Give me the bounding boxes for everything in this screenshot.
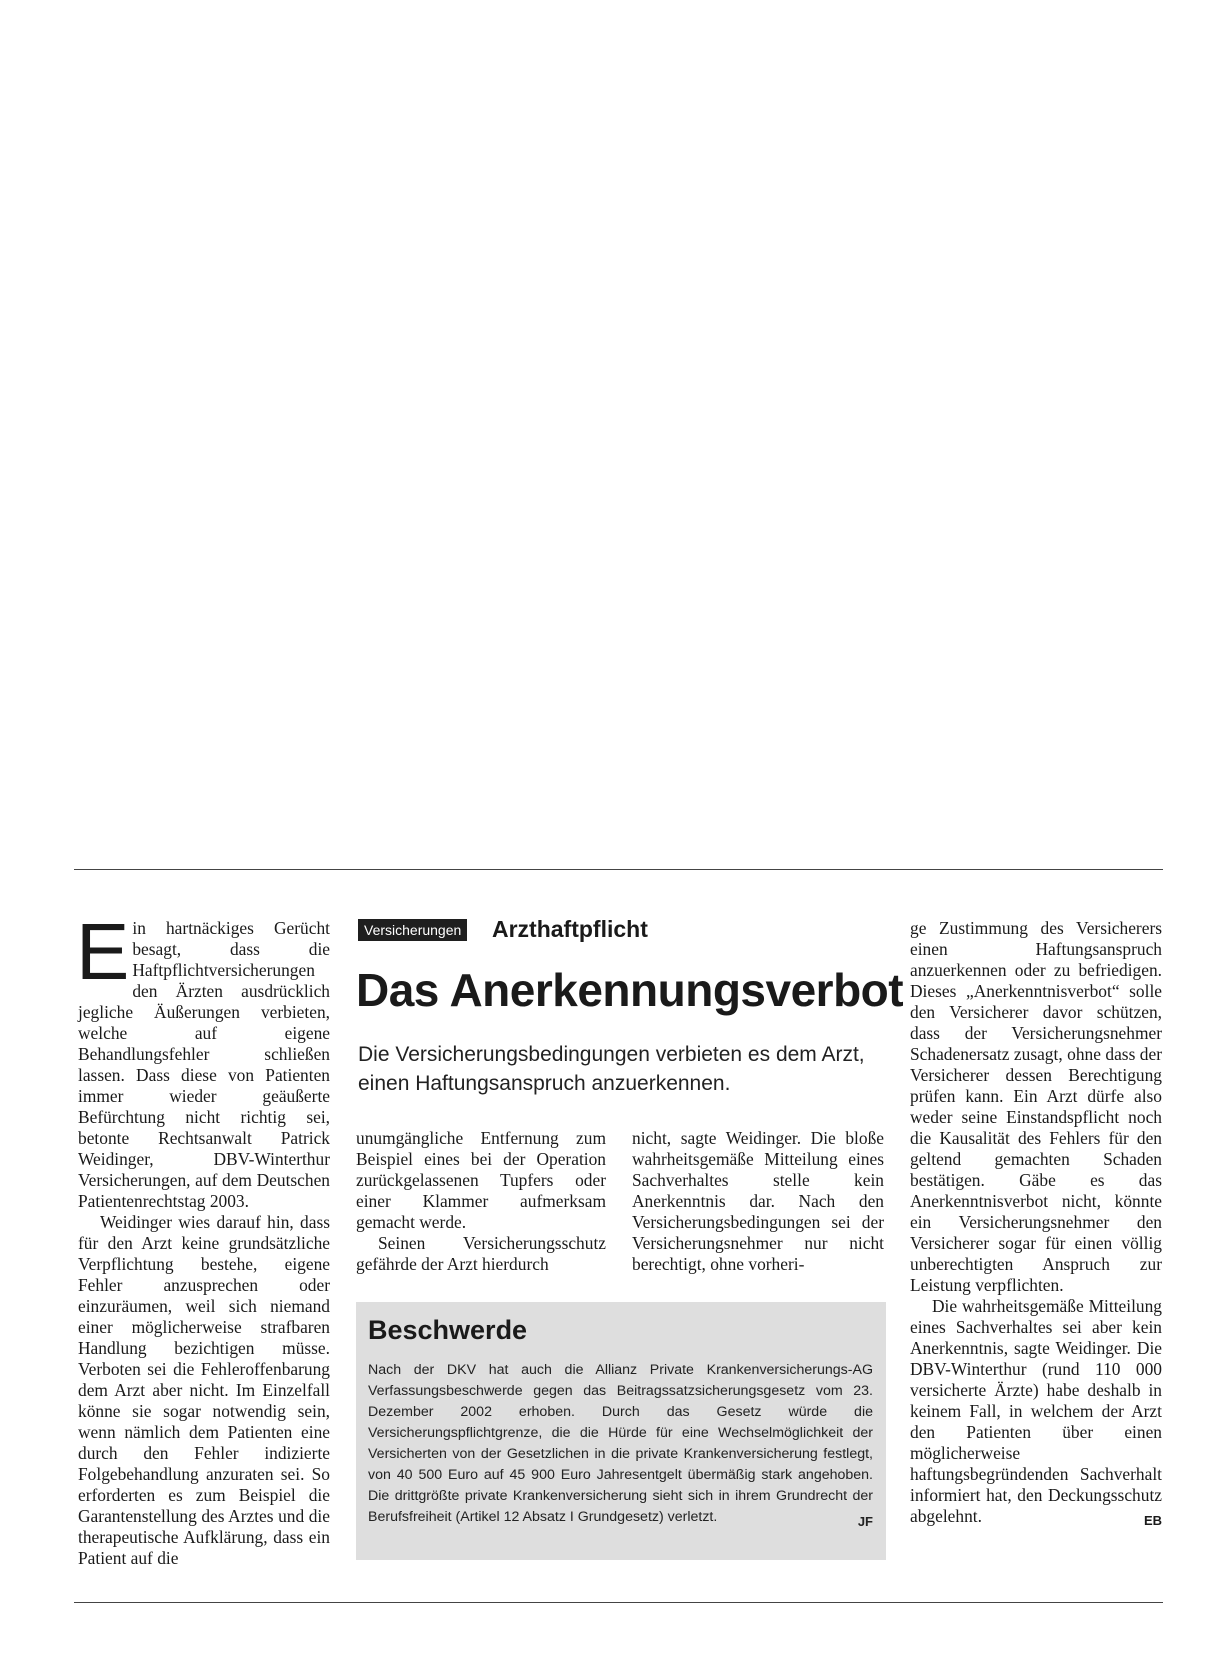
article-column-2 <box>356 1128 606 1275</box>
paragraph-text: Die wahrheitsgemäße Mitteilung eines Sachverhaltes sei aber kein Anerkenntnis, sagte Weidinger. Die DBV-Winterthur (rund 110 000 versicherte Ärzte) habe deshalb in keinem Fall, in welchem der Arzt den Patienten über einen möglicherweise haftungsbegründenden Sachverhalt informiert hat, den Deckungsschutz abgelehnt. <box>910 1296 1162 1526</box>
article-column-1 <box>76 907 330 1569</box>
article-paragraph: nicht, sagte Weidinger. Die bloße wahrheitsgemäße Mitteilung eines Sachverhaltes stelle kein Anerkenntnis dar. Nach den Versicherungsbedingungen sei der Versicherungsnehmer nur nicht berechtigt, ohne vorheri- <box>632 1128 884 1274</box>
section-title: Arzthaftpflicht <box>492 916 648 942</box>
article-column-4 <box>910 918 1162 1531</box>
article-paragraph: ge Zustimmung des Versicherers einen Haftungsanspruch anzuerkennen oder zu befriedigen. Dieses „Anerkenntnisverbot“ solle den Versicherer davor schützen, dass der Versicherungsnehmer Schadenersatz zusagt, ohne dass der Versicherer dessen Berechtigung prüfen kann. Ein Arzt dürfe also weder seine Einstandspflicht noch die Kausalität des Fehlers für den geltend gemachten Schaden bestätigen. Gäbe es das Anerkenntnisverbot nicht, könnte ein Versicherungsnehmer den Versicherer sogar für einen völlig unberechtigten Anspruch zur Leistung verpflichten. <box>910 918 1162 1295</box>
info-box-text <box>368 1360 873 1532</box>
info-box-title: Beschwerde <box>368 1315 528 1345</box>
paragraph-text: in hartnäckiges Gerücht besagt, dass die Haftpflichtversicherungen den Ärzten ausdrücklich jegliche Äußerungen verbieten, welche auf eigene Behandlungsfehler schließen lassen. Dass diese von Patienten immer wieder geäußerte Befürchtung nicht richtig sei, betonte Rechtsanwalt Patrick Weidinger, DBV-Winterthur Versicherungen, auf dem Deutschen Patientenrechtstag 2003. <box>78 918 330 1211</box>
headline: Das Anerkennungsverbot <box>356 964 904 1016</box>
info-box-body: Nach der DKV hat auch die Allianz Private Krankenversicherungs-AG Verfassungsbeschwerde gegen das Beitragssatzsicherungsgesetz vom 23. Dezember 2002 erhoben. Durch das Gesetz würde die Versicherungspflichtgrenze, die die Hürde für eine Wechselmöglichkeit der Versicherten von der Gesetzlichen in die private Krankenversicherung festlegt, von 40 500 Euro auf 45 900 Euro Jahresentgelt übermäßig stark angehoben. Die drittgrößte private Krankenversicherung sieht sich in ihrem Grundrecht der Berufsfreiheit (Artikel 12 Absatz I Grundgesetz) verletzt. <box>368 1362 873 1525</box>
top-rule <box>74 869 1163 870</box>
article-paragraph: Weidinger wies darauf hin, dass für den Arzt keine grundsätzliche Verpflichtung bestehe, eigene Fehler anzusprechen oder einzuräumen, weil sich niemand einer möglicherweise strafbaren Handlung bezichtigen müsse. Verboten sei die Fehleroffenbarung dem Arzt aber nicht. Im Einzelfall könne sie sogar notwendig sein, wenn nämlich dem Patienten eine durch den Fehler indizierte Folgebehandlung anzuraten sei. So erforderten es zum Beispiel die Garantenstellung des Arztes und die therapeutische Aufklärung, dass ein Patient auf die <box>78 1212 330 1568</box>
article-column-3 <box>632 1128 884 1275</box>
bottom-rule <box>74 1602 1163 1603</box>
article-paragraph: Seinen Versicherungsschutz gefährde der Arzt hierdurch <box>356 1233 606 1274</box>
article-paragraph <box>76 907 330 1212</box>
subheadline: Die Versicherungsbedingungen verbieten es dem Arzt, einen Haftungsanspruch anzuerkennen. <box>358 1043 865 1095</box>
article-author: EB <box>1143 1513 1162 1528</box>
info-box <box>356 1302 886 1560</box>
drop-cap: E <box>76 907 130 996</box>
article-paragraph: unumgängliche Entfernung zum Beispiel eines bei der Operation zurückgelassenen Tupfers oder einer Klammer aufmerksam gemacht werde. <box>356 1128 606 1232</box>
info-box-author: JF <box>857 1514 873 1529</box>
article-paragraph <box>910 1296 1162 1527</box>
section-kicker: Versicherungen <box>358 919 467 941</box>
